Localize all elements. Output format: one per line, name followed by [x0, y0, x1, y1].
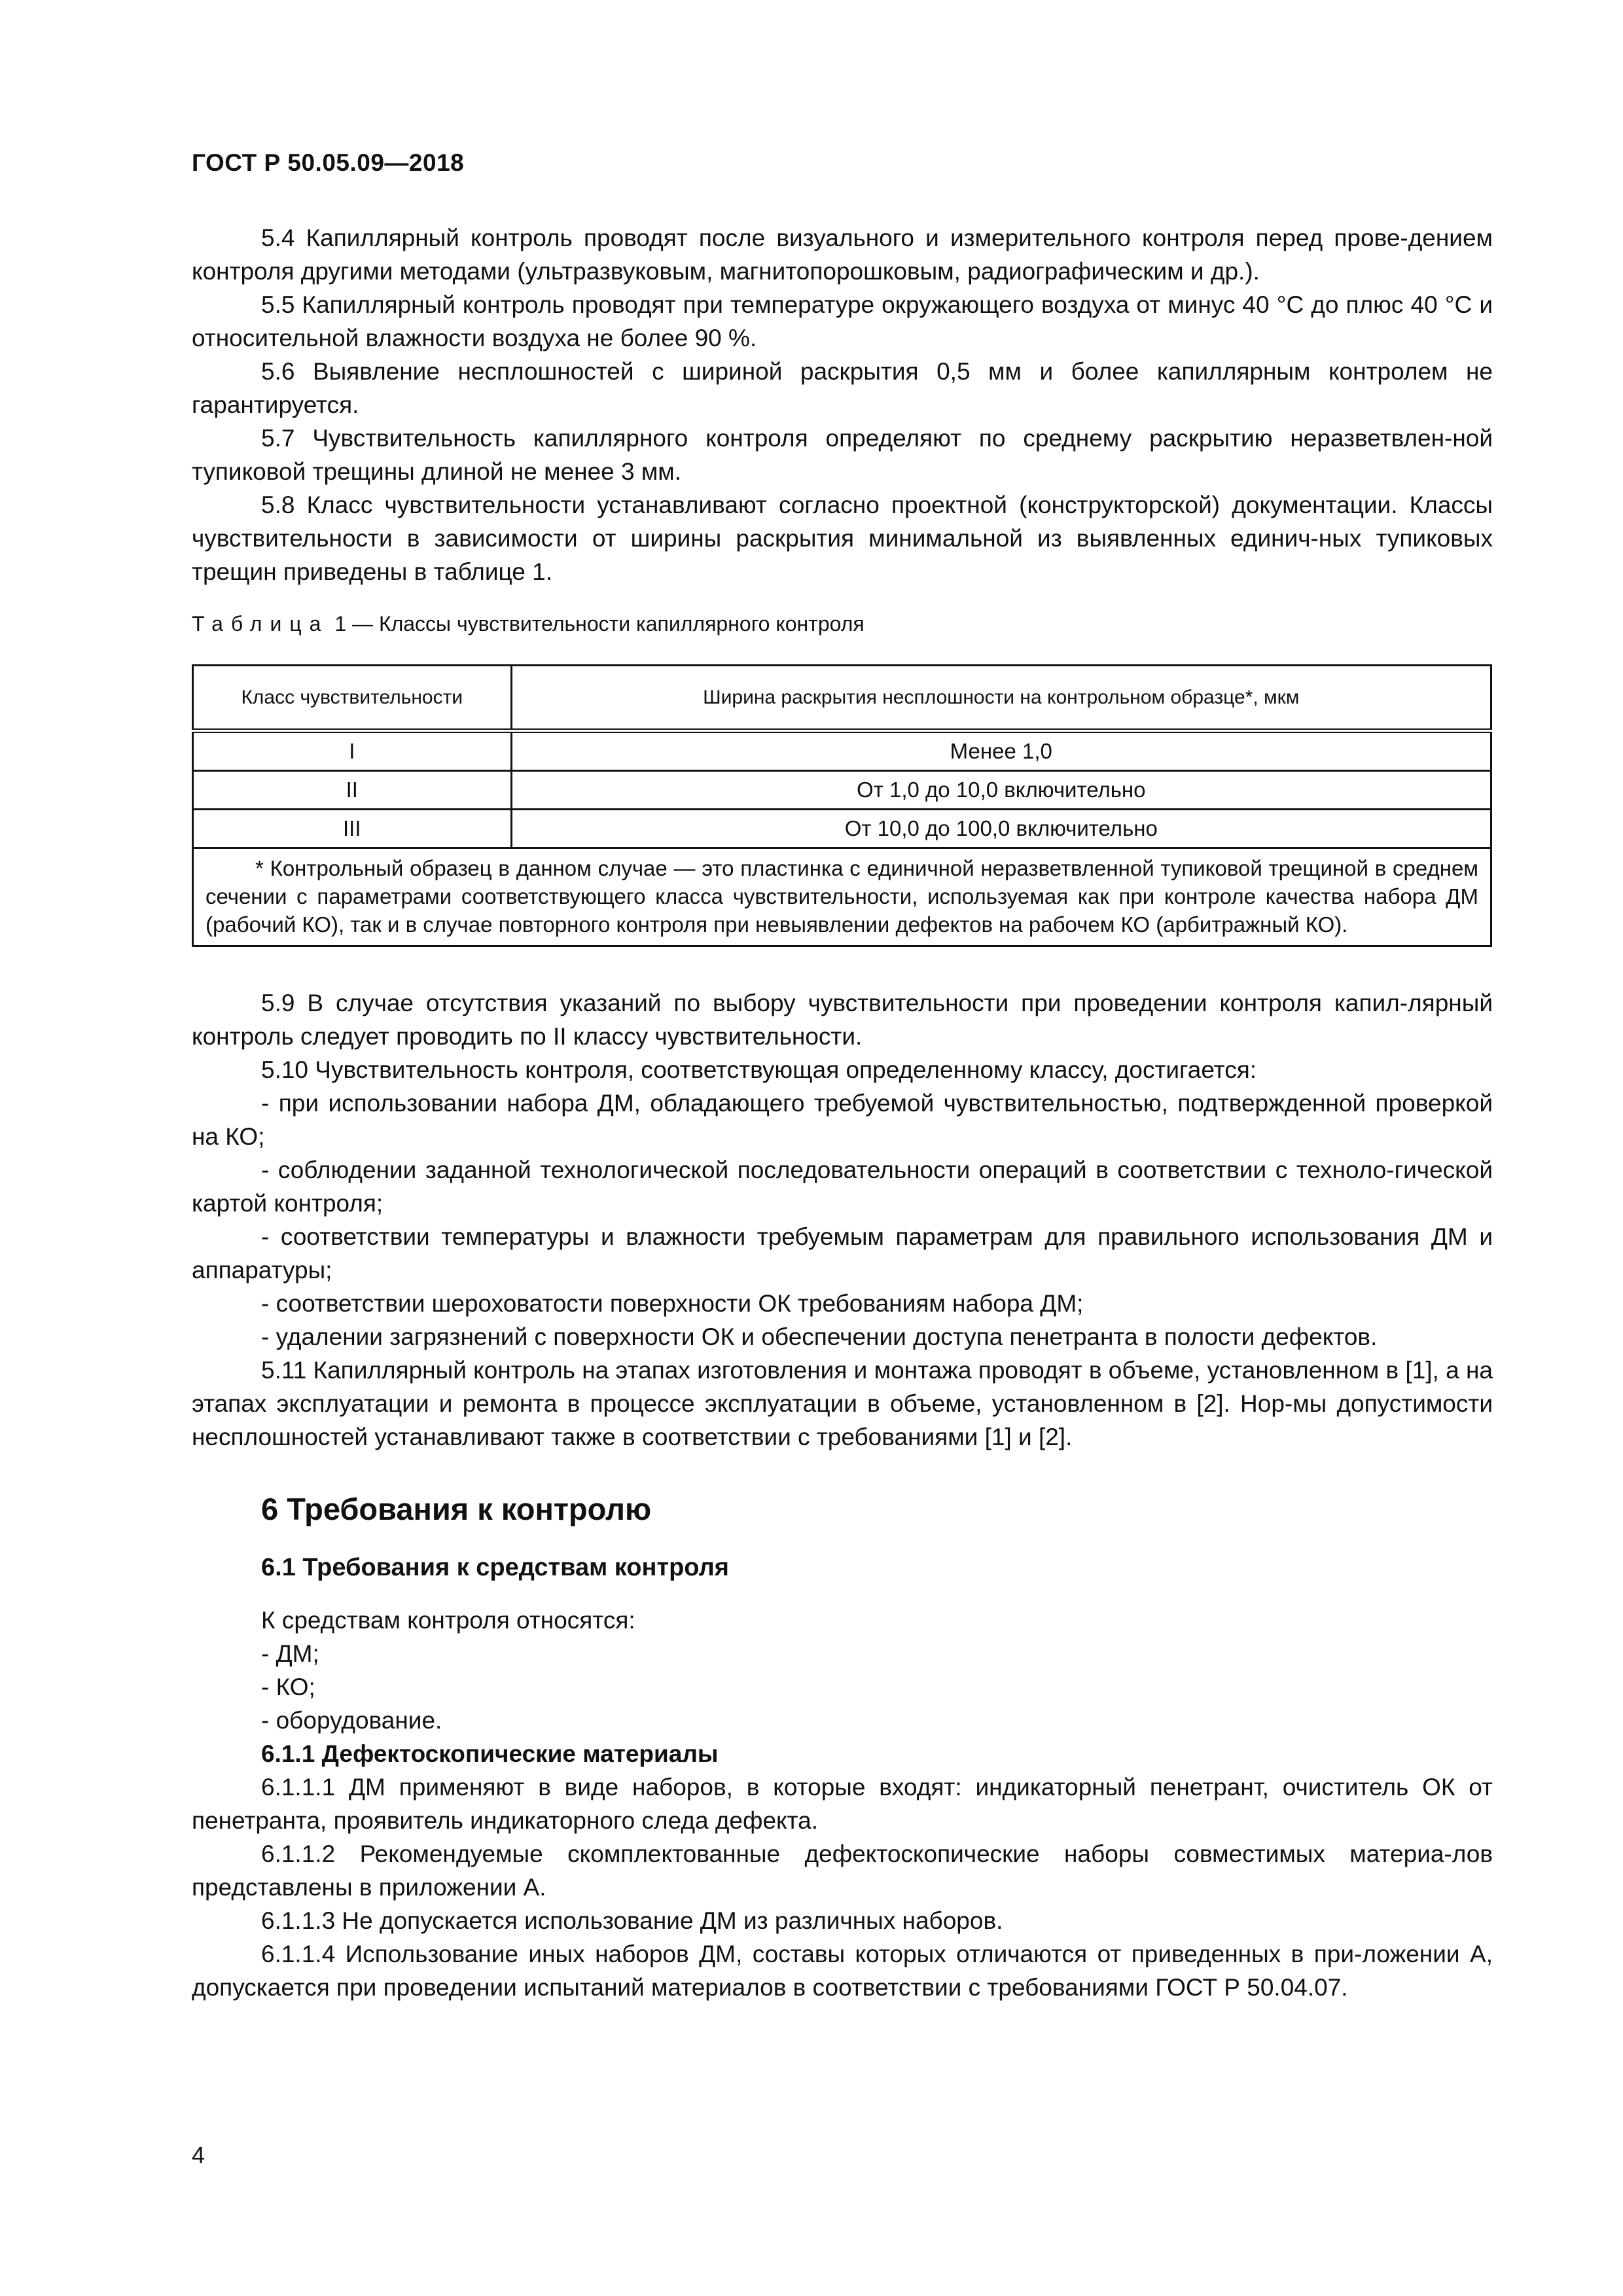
table-cell-class: II [193, 771, 512, 810]
table-cell-width: От 10,0 до 100,0 включительно [511, 810, 1491, 848]
table-header-row [193, 666, 1491, 731]
paragraph-5-8: 5.8 Класс чувствительности устанавливают согласно проектной (конструкторской) документации. Классы чувствительности в зависимости от ширины раскрытия минимальной из выявленных единич-ных тупиковых трещин приведены в таблице 1. [192, 492, 1493, 585]
paragraph-6-1-1-1: 6.1.1.1 ДМ применяют в виде наборов, в которые входят: индикаторный пенетрант, очиститель ОК от пенетранта, проявитель индикаторного следа дефекта. [192, 1774, 1493, 1834]
table-cell-width: Менее 1,0 [511, 731, 1491, 771]
list-item: - КО; [261, 1674, 315, 1700]
table-header-class: Класс чувствительности [193, 666, 512, 731]
table-1-caption [192, 612, 865, 636]
section-6-body [192, 1604, 1493, 2004]
paragraph-5-4: 5.4 Капиллярный контроль проводят после визуального и измерительного контроля перед прове-дением контроля другими методами (ультразвуковым, магнитопорошковым, радиографическим и др.). [192, 224, 1493, 285]
table-footnote-cell [193, 848, 1491, 946]
section-5-part-1 [192, 221, 1493, 588]
table-cell-class: I [193, 731, 512, 771]
table-row [193, 771, 1491, 810]
table-footnote: * Контрольный образец в данном случае — это пластинка с единичной неразветвленной тупиковой трещиной в среднем сечении с параметрами соответствующего класса чувствительности, используемая как при контроле качества набора ДМ (рабочий КО), так и в случае повторного контроля при невыявлении дефектов на рабочем КО (арбитражный КО). [205, 856, 1478, 937]
table-row [193, 731, 1491, 771]
paragraph-5-11: 5.11 Капиллярный контроль на этапах изготовления и монтажа проводят в объеме, установленном в [1], а на этапах эксплуатации и ремонта в процессе эксплуатации в объеме, установленном в [2]. Нор-мы допустимости несплошностей устанавливают также в соответствии с требованиями [1] и [2]. [192, 1357, 1493, 1450]
section-6-intro: К средствам контроля относятся: [261, 1607, 635, 1634]
list-item: - удалении загрязнений с поверхности ОК и обеспечении доступа пенетранта в полости дефектов. [261, 1323, 1378, 1350]
section-6-1-title: 6.1 Требования к средствам контроля [261, 1554, 729, 1581]
table-cell-width: От 1,0 до 10,0 включительно [511, 771, 1491, 810]
paragraph-5-5: 5.5 Капиллярный контроль проводят при температуре окружающего воздуха от минус 40 °С до плюс 40 °С и относительной влажности воздуха не более 90 %. [192, 291, 1493, 351]
paragraph-6-1-1-3: 6.1.1.3 Не допускается использование ДМ из различных наборов. [261, 1907, 1003, 1934]
table-footnote-row [193, 848, 1491, 946]
list-item: - ДМ; [261, 1640, 319, 1667]
table-header-width: Ширина раскрытия несплошности на контрольном образце*, мкм [511, 666, 1491, 731]
paragraph-5-10: 5.10 Чувствительность контроля, соответствующая определенному классу, достигается: [261, 1056, 1257, 1083]
paragraph-6-1-1-2: 6.1.1.2 Рекомендуемые скомплектованные дефектоскопические наборы совместимых материа-лов представлены в приложении А. [192, 1840, 1493, 1901]
section-6-1-1-title: 6.1.1 Дефектоскопические материалы [261, 1740, 719, 1767]
table-caption-text: 1 — Классы чувствительности капиллярного контроля [334, 612, 865, 636]
page-number: 4 [192, 2142, 205, 2168]
section-5-part-2 [192, 986, 1493, 1454]
paragraph-5-9: 5.9 В случае отсутствия указаний по выбору чувствительности при проведении контроля капил-лярный контроль следует проводить по II классу чувствительности. [192, 990, 1493, 1050]
table-cell-class: III [193, 810, 512, 848]
document-code-header: ГОСТ Р 50.05.09—2018 [192, 149, 465, 176]
paragraph-5-6: 5.6 Выявление несплошностей с шириной раскрытия 0,5 мм и более капиллярным контролем не гарантируется. [192, 358, 1493, 418]
table-caption-prefix: Таблица [192, 612, 329, 636]
list-item: - соответствии температуры и влажности требуемым параметрам для правильного использования ДМ и аппаратуры; [192, 1223, 1493, 1283]
list-item: - соблюдении заданной технологической последовательности операций в соответствии с техноло-гической картой контроля; [192, 1157, 1493, 1217]
list-item: - при использовании набора ДМ, обладающего требуемой чувствительностью, подтвержденной проверкой на КО; [192, 1090, 1493, 1150]
sensitivity-classes-table [192, 664, 1492, 947]
paragraph-6-1-1-4: 6.1.1.4 Использование иных наборов ДМ, составы которых отличаются от приведенных в при-ложении А, допускается при проведении испытаний материалов в соответствии с требованиями ГОСТ Р 50.04.07. [192, 1941, 1493, 2001]
paragraph-5-7: 5.7 Чувствительность капиллярного контроля определяют по среднему раскрытию неразветвлен-ной тупиковой трещины длиной не менее 3 мм. [192, 425, 1493, 485]
list-item: - оборудование. [261, 1707, 442, 1734]
list-item: - соответствии шероховатости поверхности ОК требованиям набора ДМ; [261, 1290, 1084, 1317]
table-row [193, 810, 1491, 848]
section-6-title: 6 Требования к контролю [261, 1492, 652, 1526]
